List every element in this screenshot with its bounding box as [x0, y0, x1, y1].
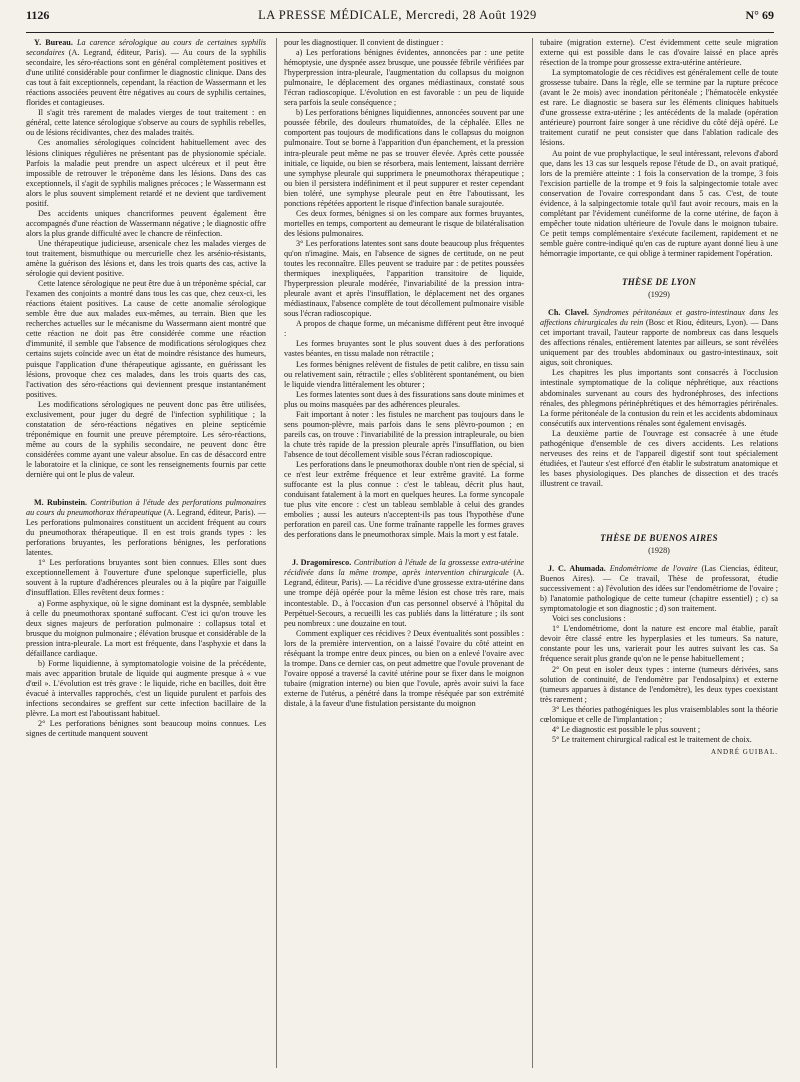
review-bureau: [26, 38, 266, 108]
paragraph: 1° Les perforations bruyantes sont bien connues. Elles sont dues exceptionnellement à l'ouverture d'une spelonque superficielle, plus souvent à la rupture d'adhérences pleurales ou à la piqûre par l'aiguille d'insufflation. Elles revêtent deux formes :: [26, 558, 266, 598]
review-dragomiresco: [284, 558, 524, 628]
review-title: Contribution à l'étude de la grossesse extra-utérine récidivée dans la même trompe, après intervention chirurgicale: [284, 558, 524, 578]
review-author: J. C. Ahumada.: [548, 564, 606, 574]
review-publisher: (A. Legrand, éditeur, Paris).: [68, 48, 167, 58]
paragraph: Ces anomalies sérologiques coïncident habituellement avec des lésions cliniques régulières ne présentant pas de physionomie spéciale. Parfois la maladie peut prendre un aspect ulcéreux et il peut être impossible de retrouver le tréponème dans les lésions. Dans des cas exceptionnels, il s'agit de syphilis malignes précoces ; le Wassermann est alors le plus souvent simplement retardé et ne devient que tardivement positif.: [26, 138, 266, 208]
paragraph: pour les diagnostiquer. Il convient de distinguer :: [284, 38, 444, 47]
review-author: Y. Bureau.: [34, 38, 73, 47]
paragraph: Voici ses conclusions :: [552, 614, 626, 624]
paragraph: a) Forme asphyxique, où le signe dominant est la dyspnée, semblable à celle du pneumothorax spontané suffocant. C'est ici qu'on trouve les deux signes majeurs de perforation pulmonaire : collapsus total et brusque du moignon pulmonaire ; élévation brusque et considérable de la pression intra-pleurale. La mort est fréquente, dans l'asphyxie et dans la défaillance cardiaque.: [26, 598, 266, 658]
signature: ANDRÉ GUIBAL.: [710, 747, 778, 756]
paragraph: a) Les perforations bénignes évidentes, annoncées par : une petite hémoptysie, une dyspnée assez brusque, une poussée fébrile vérifiées par l'hyperpression intra-pleurale, l'augmentation du collapsus du moignon pulmonaire, le déplacement des organes médiastinaux, constaté sous l'écran radioscopique. L'évolution en est favorable : un peu de liquide sera parfois la seule conséquence ;: [284, 48, 524, 108]
review-author: Ch. Clavel.: [548, 308, 589, 318]
section-heading-lyon: THÈSE DE LYON: [621, 277, 697, 288]
paragraph: 3° Les théories pathogéniques les plus vraisemblables sont la théorie cœlomique et celle de l'implantation ;: [540, 704, 778, 724]
review-rubinstein: [26, 498, 266, 558]
paragraph: Au point de vue prophylactique, le seul intéressant, relevons d'abord que, dans les 13 cas sur lesquels repose l'étude de D., on avait pratiqué, lors de la première atteinte : 1 fois la conservation de la trompe, 3 fois l'excision partielle de la trompe et 9 fois la salpingectomie totale avec conservation de l'ovaire correspondant dans 5 cas. C'est, de toute évidence, à la salpingectomie totale qu'il faut avoir recours, mais en la complétant par l'évidement cunéiforme de la corne utérine, de façon à empêcher toute nidation ultérieure de l'ovule dans le moignon tubaire. Ce petit temps complémentaire s'exécute facilement, rapidement et ne semble guère contre-indiqué qu'en cas de rupture ayant donné lieu à une hémorragie importante, ce qui oblige à terminer rapidement l'opération.: [540, 148, 778, 258]
column-middle: [284, 38, 524, 1074]
paragraph: Cette latence sérologique ne peut être due à un tréponème spécial, car l'examen des conjoints a montré dans tous les cas que, chez ceux-ci, les réactions étaient positives. La cause de cette anomalie sérologique semble être due aux malades eux-mêmes, au terrain. Bien que les recherches actuelles sur le mécanisme du Wassermann aient montré que cette réaction ne doit pas être considérée comme une réaction d'immunité, il semble que l'absence de modifications sérologiques chez certains sujets coïncide avec un état de moindre résistance des humeurs, puisque l'application d'une thérapeutique agissante, en guérissant les lésions, provoque chez ces malades, dans les trois quarts des cas, l'activation des séro-réactions qui deviennent presque instantanément positives.: [26, 279, 266, 399]
review-author: J. Dragomiresco.: [292, 558, 352, 568]
paragraph: b) Les perforations bénignes liquidiennes, annoncées souvent par une poussée fébrile, des douleurs rhumatoïdes, de la céphalée. Elles ne comportent pas toujours de modifications dans le collapsus du moignon pulmonaire. Tout se borne à l'apparition d'un épanchement, et la pression intra-pleurale peut même ne pas se trouver élevée. Après cette poussée initiale, ce liquide, ou bien se résorbera, mais lentement, laissant derrière une symphyse pleurale qui supprimera le pneumothorax thérapeutique ; ou bien il persistera indéfiniment et il peut suppurer et rester cependant bien toléré, une symphyse pleurale peut en être l'aboutissant, les ponctions répétées apportent le risque d'infection banale surajoutée.: [284, 108, 524, 208]
paragraph: 5° Le traitement chirurgical radical est le traitement de choix.: [552, 734, 752, 744]
review-publisher: (A. Legrand, éditeur, Paris).: [284, 568, 524, 588]
paragraph: Les perforations dans le pneumothorax double n'ont rien de spécial, si ce n'est leur extrême fréquence et leur extrême gravité. La forme suffocante est la plus connue : c'est le tableau, décrit plus haut, conduisant fatalement à la mort en quelques heures. La forme syncopale tue plus vite encore : c'est un tableau semblable à celui des grandes embolies ; aussi les auteurs n'acceptent-ils pas tous l'hypothèse d'une perforation en pareil cas. Une forme traînante rappelle les formes graves des perforations dans le pneumothorax simple. Mais la mort y est fatale.: [284, 459, 524, 540]
review-publisher: (Bosc et Riou, éditeurs, Lyon).: [645, 318, 749, 328]
paragraph: 2° On peut en isoler deux types : interne (tumeurs dérivées, sans solution de continuité, de l'endomètre par l'endosalpinx) et externe (tumeurs apparues à distance de l'endomètre), les deux types coexistant très rarement ;: [540, 664, 778, 704]
review-title: Contribution à l'étude des perforations pulmonaires au cours du pneumothorax thérapeutique: [26, 498, 266, 518]
journal-title: LA PRESSE MÉDICALE, Mercredi, 28 Août 1929: [258, 8, 537, 22]
paragraph: La deuxième partie de l'ouvrage est consacrée à une étude pathogénique d'ensemble de ces divers accidents. Les relations nerveuses des reins et de l'appareil digestif sont tout spécialement étudiées, et l'auteur s'est efforcé d'en établir le substratum anatomique et les bases physiologiques. Des planches de dissection et des tracés illustrent ce travail.: [540, 428, 778, 488]
issue-number: N° 69: [745, 8, 774, 22]
review-author: M. Rubinstein.: [34, 498, 87, 508]
paragraph: Une thérapeutique judicieuse, arsenicale chez les malades vierges de tout traitement, bismuthique ou mercurielle chez les arsénio-résistants, amène la guérison des lésions et, dans les trois quarts des cas, active la sérologie qui devient positive.: [26, 238, 266, 279]
review-title: Endométriome de l'ovaire: [609, 564, 698, 574]
section-year: (1928): [648, 546, 670, 556]
paragraph: Ces deux formes, bénignes si on les compare aux formes bruyantes, mortelles en temps, comportent au demeurant le risque de bilatéralisation des lésions pulmonaires.: [284, 208, 524, 238]
paragraph: 1° L'endométriome, dont la nature est encore mal établie, paraît devoir être classé entre les hyperplasies et les tumeurs. Sa nature, constante pour les uns, varierait pour les autres suivant les cas. Sa fréquence serait plus grande qu'on ne le pense habituellement ;: [540, 624, 778, 664]
header-rule: [26, 32, 774, 33]
column-left: [26, 38, 266, 1074]
paragraph: Les modifications sérologiques ne peuvent donc pas être utilisées, exclusivement, pour juger du degré de l'infection syphilitique ; la constatation de séro-réactions négatives en pleine septicémie tréponémique en fournit une preuve péremptoire. Les séro-réactions, même au cours de la syphilis secondaire, ne peuvent donc être considérées comme ayant une valeur absolue. En cas de désaccord entre le laboratoire et la clinique, ce sont les renseignements fournis par cette dernière qui ont le plus de valeur.: [26, 399, 266, 480]
paragraph: Des accidents uniques chancriformes peuvent également être accompagnés d'une réaction de Wassermann négative ; le diagnostic offre alors la plus grande difficulté avec le chancre de réinfection.: [26, 208, 266, 238]
review-title: La carence sérologique au cours de certaines syphilis secondaires: [26, 38, 266, 58]
paragraph: Les formes bruyantes sont le plus souvent dues à des perforations vastes béantes, en tissu malade non rétractile ;: [284, 339, 524, 359]
review-text: — Dans cet important travail, l'auteur rapporte de nombreux cas dans lesquels des affections rénales, entièrement latentes par ailleurs, se sont révélées uniquement par des troubles abdominaux ou gastro-intestinaux, soit aigus, soit chroniques.: [540, 318, 778, 368]
paragraph: b) Forme liquidienne, à symptomatologie voisine de la précédente, mais avec apparition brutale de liquide qui augmente presque à « vue d'œil ». L'évolution est très grave : le liquide, riche en bacilles, doit être évacué à intervalles rapprochés, c'est un liquide purulent et parfois des infections secondaires se greffent sur cette infection bacillaire de la plèvre. La mort est l'aboutissant habituel.: [26, 658, 266, 719]
paragraph: Les formes bénignes relèvent de fistules de petit calibre, en tissu sain ou relativement sain, rétractile ; elles s'oblitèrent spontanément, ou bien le liquide viendra littéralement les obturer ;: [284, 359, 524, 389]
paragraph: Il s'agit très rarement de malades vierges de tout traitement : en général, cette latence sérologique s'observe au cours de syphilis rebelles, ou de lésions récidivantes, chez des malades traités.: [26, 108, 266, 138]
paragraph: 2° Les perforations bénignes sont beaucoup moins connues. Les signes de certitude manquent souvent: [26, 719, 266, 739]
paragraph: Les chapitres les plus importants sont consacrés à l'occlusion intestinale symptomatique de la colique néphrétique, aux réactions abdominales survenant au cours des hydronéphroses, des infections rénales, des phlegmons périnéphrétiques et des hémorragies périrénales. La forme péritonéale de la contusion du rein et les accidents abdominaux consécutifs aux interventions rénales sont également envisagés.: [540, 368, 778, 428]
page-header: [26, 8, 774, 30]
paragraph: 3° Les perforations latentes sont sans doute beaucoup plus fréquentes qu'on n'imagine. Mais, en l'absence de signes de certitude, on ne peut toutes les reconnaître. Elles peuvent se traduire par : de petites poussées thermiques inexpliquées, l'apparition transitoire de liquide, l'hyperpression pleurale modérée, l'invariabilité de la pression intra-pleurale avant et après l'insufflation, le déplacement net des organes médiastinaux, l'absence complète de tout décollement pulmonaire visible sous l'écran radioscopique.: [284, 238, 524, 319]
review-ahumada: [540, 564, 778, 614]
paragraph: Comment expliquer ces récidives ? Deux éventualités sont possibles : lors de la première intervention, on a laissé l'ovaire du côté atteint en réséquant la trompe entre deux pinces, ou bien on a enlevé l'ovaire avec la trompe. Dans ce dernier cas, on peut admettre que l'ovule provenant de l'ovaire opposé a traversé la cavité utérine pour se fixer dans le moignon tubaire (migration interne) ou bien que l'ovule, après avoir suivi la face externe de l'utérus, a pénétré dans la trompe réséquée par son extrémité distale, à la faveur d'une fistulation persistante du moignon: [284, 628, 524, 708]
page-number: 1126: [26, 8, 50, 22]
review-text: — La récidive d'une grossesse extra-utérine dans une trompe déjà opérée pour la même lésion est chose très rare, mais incontestable. D., à l'occasion d'un cas personnel observé à l'hôpital du Perpétuel-Secours, a recueilli les cas publiés dans la littérature ; ils sont peu nombreux : une douzaine en tout.: [284, 578, 524, 628]
paragraph: Fait important à noter : les fistules ne marchent pas toujours dans le sens poumon-plèvre, mais parfois dans le sens plèvro-poumon ; en pareils cas, on trouve : l'invariabilité de la pression intrapleurale, ou bien la chute très rapide de la pression pleurale après l'insufflation, ou bien l'absence de tout décollement visible sous l'écran radioscopique.: [284, 409, 524, 459]
review-title: Syndromes péritonéaux et gastro-intestinaux dans les affections chirurgicales du rein: [540, 308, 778, 328]
review-text: — Les perforations pulmonaires constituent un accident fréquent au cours du pneumothorax thérapeutique. Il en est trois grands types : les perforations bruyantes, les perforations bénignes, les perforations latentes.: [26, 508, 266, 558]
column-right: [540, 38, 778, 1074]
section-year: (1929): [648, 290, 670, 300]
review-publisher: (A. Legrand, éditeur, Paris).: [163, 508, 256, 518]
review-clavel: [540, 308, 778, 368]
paragraph: 4° Le diagnostic est possible le plus souvent ;: [552, 724, 701, 734]
paragraph: La symptomatologie de ces récidives est généralement celle de toute grossesse tubaire. Dans la règle, elle se termine par la rupture précoce (avant le 2e mois) avec inondation péritonéale ; l'hématocèle enkystée est rare. Le diagnostic se basera sur les éléments cliniques habituels d'une grossesse extra-utérine ; les antécédents de la malade (opération antérieure) pourront faire songer à une récidive du côté déjà opéré. Le traitement curatif ne peut consister que dans l'ablation radicale des lésions.: [540, 68, 778, 148]
paragraph: tubaire (migration externe). C'est évidemment cette seule migration externe qui est possible dans le cas d'ovaire laissé en place après résection de la trompe pour grossesse extra-utérine antérieure.: [540, 38, 778, 68]
paragraph: Les formes latentes sont dues à des fissurations sans doute minimes et plus ou moins masquées par des adhérences pleurales.: [284, 389, 524, 409]
review-text: — Ce travail, Thèse de professorat, étudie successivement : a) l'évolution des idées sur l'endométriome de l'ovaire ; b) l'anatomie pathologique de cette tumeur (chapitre essentiel) ; c) sa symptomatologie et son diagnostic ; d) son traitement.: [540, 574, 778, 614]
section-heading-buenos-aires: THÈSE DE BUENOS AIRES: [600, 532, 718, 543]
paragraph: A propos de chaque forme, un mécanisme différent peut être invoqué :: [284, 319, 524, 339]
review-text: — Au cours de la syphilis secondaire, les séro-réactions sont en général complètement positives et d'une utilité considérable pour confirmer le diagnostic clinique. Dans des cas tout à fait exceptionnels, cependant, la réaction de Wassermann et les réactions associées peuvent être négatives au cours de syphilis certaines, florides et contagieuses.: [26, 48, 266, 108]
review-publisher: (Las Ciencias, éditeur, Buenos Aires).: [540, 564, 778, 584]
